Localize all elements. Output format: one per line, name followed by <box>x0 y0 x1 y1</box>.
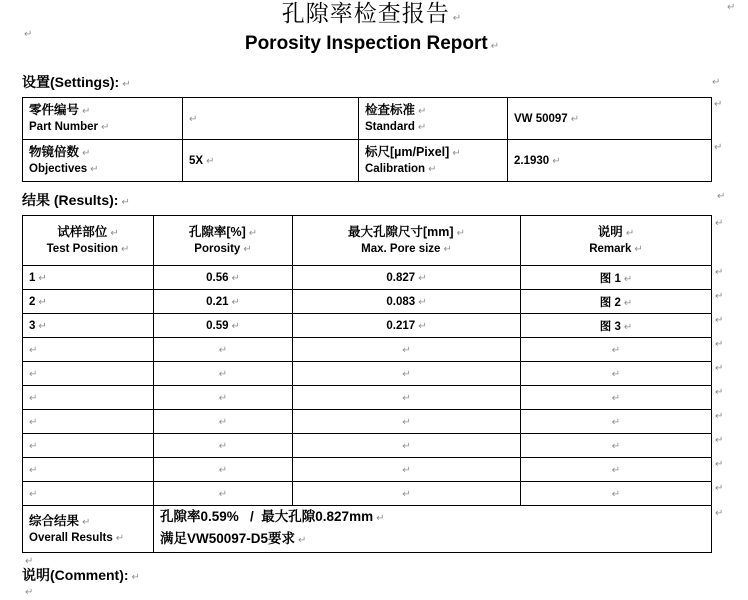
max-pore-cell[interactable]: 0.083 ↵ <box>293 290 521 314</box>
paragraph-mark-icon: ↵ <box>131 572 140 583</box>
paragraph-mark-icon: ↵ <box>715 387 724 398</box>
empty-cell[interactable] <box>521 386 712 410</box>
empty-result-row <box>23 458 712 482</box>
paragraph-mark-icon: ↵ <box>25 587 34 598</box>
paragraph-mark-icon: ↵ <box>452 148 461 159</box>
max-pore-cell[interactable]: 0.217 ↵ <box>293 314 521 338</box>
paragraph-mark-icon: ↵ <box>115 532 125 544</box>
paragraph-mark-icon: ↵ <box>402 440 411 452</box>
results-section-label: 结果 (Results): ↵ <box>22 192 130 208</box>
paragraph-mark-icon: ↵ <box>29 488 38 500</box>
empty-cell[interactable] <box>154 362 293 386</box>
paragraph-mark-icon: ↵ <box>727 2 736 13</box>
settings-section-label: 设置(Settings): ↵ <box>22 74 131 90</box>
paragraph-mark-icon: ↵ <box>376 513 385 524</box>
paragraph-mark-icon: ↵ <box>715 508 724 519</box>
paragraph-mark-icon: ↵ <box>218 368 228 380</box>
paragraph-mark-icon: ↵ <box>611 416 621 428</box>
paragraph-mark-icon: ↵ <box>611 488 621 500</box>
paragraph-mark-icon: ↵ <box>101 122 110 133</box>
paragraph-mark-icon: ↵ <box>623 273 633 285</box>
paragraph-mark-icon: ↵ <box>218 416 228 428</box>
paragraph-mark-icon: ↵ <box>623 297 633 309</box>
paragraph-mark-icon: ↵ <box>29 344 38 356</box>
empty-cell[interactable] <box>521 458 712 482</box>
part-number-label-cell: 零件编号 ↵ Part Number ↵ <box>23 98 183 140</box>
calibration-value-cell[interactable]: 2.1930 ↵ <box>508 140 712 182</box>
paragraph-mark-icon: ↵ <box>29 392 38 404</box>
calibration-label-cell: 标尺[µm/Pixel] ↵ Calibration ↵ <box>359 140 508 182</box>
paragraph-mark-icon: ↵ <box>402 368 411 380</box>
paragraph-mark-icon: ↵ <box>634 244 643 255</box>
paragraph-mark-icon: ↵ <box>189 113 198 125</box>
paragraph-mark-icon: ↵ <box>715 459 724 470</box>
empty-cell[interactable] <box>23 434 154 458</box>
paragraph-mark-icon: ↵ <box>611 344 621 356</box>
empty-cell[interactable] <box>23 386 154 410</box>
paragraph-mark-icon: ↵ <box>218 440 228 452</box>
header-test-position: 试样部位 ↵ Test Position ↵ <box>23 216 154 266</box>
paragraph-mark-icon: ↵ <box>417 122 427 133</box>
empty-cell[interactable] <box>23 482 154 506</box>
empty-cell[interactable] <box>293 410 521 434</box>
paragraph-mark-icon: ↵ <box>29 464 38 476</box>
empty-cell[interactable] <box>521 362 712 386</box>
paragraph-mark-icon: ↵ <box>82 106 91 117</box>
settings-row-1 <box>23 98 712 140</box>
paragraph-mark-icon: ↵ <box>552 155 561 167</box>
objectives-value-cell[interactable]: 5X ↵ <box>183 140 359 182</box>
paragraph-mark-icon: ↵ <box>714 142 723 153</box>
paragraph-mark-icon: ↵ <box>231 296 240 308</box>
paragraph-mark-icon: ↵ <box>611 464 621 476</box>
paragraph-mark-icon: ↵ <box>712 77 721 88</box>
empty-cell[interactable] <box>23 338 154 362</box>
empty-result-row <box>23 410 712 434</box>
paragraph-mark-icon: ↵ <box>29 416 38 428</box>
paragraph-mark-icon: ↵ <box>611 392 621 404</box>
empty-cell[interactable] <box>154 458 293 482</box>
paragraph-mark-icon: ↵ <box>218 464 228 476</box>
paragraph-mark-icon: ↵ <box>623 321 633 333</box>
empty-result-row <box>23 482 712 506</box>
empty-cell[interactable] <box>23 458 154 482</box>
paragraph-mark-icon: ↵ <box>122 79 131 90</box>
paragraph-mark-icon: ↵ <box>121 197 130 208</box>
empty-result-row <box>23 338 712 362</box>
empty-cell[interactable] <box>293 434 521 458</box>
header-porosity: 孔隙率[%] ↵ Porosity ↵ <box>154 216 293 266</box>
paragraph-mark-icon: ↵ <box>611 368 621 380</box>
paragraph-mark-icon: ↵ <box>402 392 411 404</box>
empty-cell[interactable] <box>23 362 154 386</box>
paragraph-mark-icon: ↵ <box>715 411 724 422</box>
overall-results-value-cell[interactable]: 孔隙率0.59% / 最大孔隙0.827mm ↵ 满足VW50097-D5要求 ↵ <box>154 506 712 553</box>
paragraph-mark-icon: ↵ <box>611 440 621 452</box>
empty-cell[interactable] <box>521 482 712 506</box>
empty-cell[interactable] <box>154 482 293 506</box>
empty-cell[interactable] <box>521 434 712 458</box>
paragraph-mark-icon: ↵ <box>243 244 252 255</box>
overall-results-label-cell: 综合结果 ↵ Overall Results ↵ <box>23 506 154 553</box>
remark-cell[interactable]: 图 2 ↵ <box>521 290 712 314</box>
paragraph-mark-icon: ↵ <box>452 13 463 24</box>
paragraph-mark-icon: ↵ <box>715 315 724 326</box>
empty-cell[interactable] <box>23 410 154 434</box>
paragraph-mark-icon: ↵ <box>715 267 724 278</box>
paragraph-mark-icon: ↵ <box>402 488 411 500</box>
paragraph-mark-icon: ↵ <box>120 244 130 255</box>
comment-section-label: 说明(Comment): ↵ <box>22 567 140 583</box>
paragraph-mark-icon: ↵ <box>715 483 724 494</box>
empty-cell[interactable] <box>154 434 293 458</box>
standard-label-cell: 检查标准 ↵ Standard ↵ <box>359 98 508 140</box>
paragraph-mark-icon: ↵ <box>218 344 228 356</box>
empty-result-row <box>23 362 712 386</box>
test-position-cell[interactable]: 2 ↵ <box>23 290 154 314</box>
paragraph-mark-icon: ↵ <box>456 228 465 239</box>
max-pore-cell[interactable]: 0.827 ↵ <box>293 266 521 290</box>
empty-cell[interactable] <box>521 410 712 434</box>
results-header-row <box>23 216 712 266</box>
paragraph-mark-icon: ↵ <box>38 272 47 284</box>
report-title-zh: 孔隙率检查报告 ↵ <box>281 1 463 27</box>
paragraph-mark-icon: ↵ <box>38 320 47 332</box>
settings-row-2 <box>23 140 712 182</box>
paragraph-mark-icon: ↵ <box>231 272 240 284</box>
settings-table <box>22 97 712 182</box>
paragraph-mark-icon: ↵ <box>715 291 724 302</box>
paragraph-mark-icon: ↵ <box>38 296 47 308</box>
paragraph-mark-icon: ↵ <box>82 148 91 159</box>
paragraph-mark-icon: ↵ <box>418 272 427 284</box>
empty-cell[interactable] <box>293 338 521 362</box>
results-table <box>22 215 712 553</box>
paragraph-mark-icon: ↵ <box>24 29 33 40</box>
paragraph-mark-icon: ↵ <box>25 556 34 567</box>
paragraph-mark-icon: ↵ <box>490 41 500 52</box>
empty-result-row <box>23 386 712 410</box>
result-row-2 <box>23 290 712 314</box>
empty-cell[interactable] <box>293 482 521 506</box>
paragraph-mark-icon: ↵ <box>715 339 724 350</box>
paragraph-mark-icon: ↵ <box>402 344 411 356</box>
paragraph-mark-icon: ↵ <box>206 155 215 167</box>
paragraph-mark-icon: ↵ <box>715 435 724 446</box>
report-title-en: Porosity Inspection Report ↵ <box>244 33 500 54</box>
paragraph-mark-icon: ↵ <box>714 99 723 110</box>
empty-cell[interactable] <box>293 386 521 410</box>
paragraph-mark-icon: ↵ <box>29 368 38 380</box>
empty-cell[interactable] <box>154 338 293 362</box>
result-row-1 <box>23 266 712 290</box>
header-max-pore-size: 最大孔隙尺寸[mm] ↵ Max. Pore size ↵ <box>293 216 521 266</box>
paragraph-mark-icon: ↵ <box>715 363 724 374</box>
remark-cell[interactable]: 图 1 ↵ <box>521 266 712 290</box>
paragraph-mark-icon: ↵ <box>248 228 258 239</box>
result-row-3 <box>23 314 712 338</box>
paragraph-mark-icon: ↵ <box>418 106 427 117</box>
paragraph-mark-icon: ↵ <box>428 164 437 175</box>
empty-cell[interactable] <box>154 386 293 410</box>
empty-cell[interactable] <box>154 410 293 434</box>
paragraph-mark-icon: ↵ <box>402 464 411 476</box>
paragraph-mark-icon: ↵ <box>715 218 724 229</box>
paragraph-mark-icon: ↵ <box>231 320 240 332</box>
part-number-value-cell[interactable] <box>183 98 359 140</box>
paragraph-mark-icon: ↵ <box>110 228 119 239</box>
test-position-cell[interactable]: 3 ↵ <box>23 314 154 338</box>
standard-value-cell[interactable]: VW 50097 ↵ <box>508 98 712 140</box>
paragraph-mark-icon: ↵ <box>418 296 427 308</box>
remark-cell[interactable]: 图 3 ↵ <box>521 314 712 338</box>
empty-cell[interactable] <box>521 338 712 362</box>
paragraph-mark-icon: ↵ <box>218 488 228 500</box>
paragraph-mark-icon: ↵ <box>418 320 427 332</box>
paragraph-mark-icon: ↵ <box>298 535 307 546</box>
paragraph-mark-icon: ↵ <box>90 164 99 175</box>
overall-results-row <box>23 506 712 553</box>
porosity-cell[interactable]: 0.21 ↵ <box>154 290 293 314</box>
paragraph-mark-icon: ↵ <box>29 440 38 452</box>
header-remark: 说明 ↵ Remark ↵ <box>521 216 712 266</box>
paragraph-mark-icon: ↵ <box>402 416 411 428</box>
paragraph-mark-icon: ↵ <box>443 244 452 255</box>
paragraph-mark-icon: ↵ <box>570 113 580 125</box>
paragraph-mark-icon: ↵ <box>82 516 91 528</box>
paragraph-mark-icon: ↵ <box>218 392 228 404</box>
objectives-label-cell: 物镜倍数 ↵ Objectives ↵ <box>23 140 183 182</box>
empty-cell[interactable] <box>293 362 521 386</box>
test-position-cell[interactable]: 1 ↵ <box>23 266 154 290</box>
empty-result-row <box>23 434 712 458</box>
porosity-cell[interactable]: 0.56 ↵ <box>154 266 293 290</box>
paragraph-mark-icon: ↵ <box>625 228 635 239</box>
paragraph-mark-icon: ↵ <box>717 191 726 202</box>
porosity-cell[interactable]: 0.59 ↵ <box>154 314 293 338</box>
empty-cell[interactable] <box>293 458 521 482</box>
